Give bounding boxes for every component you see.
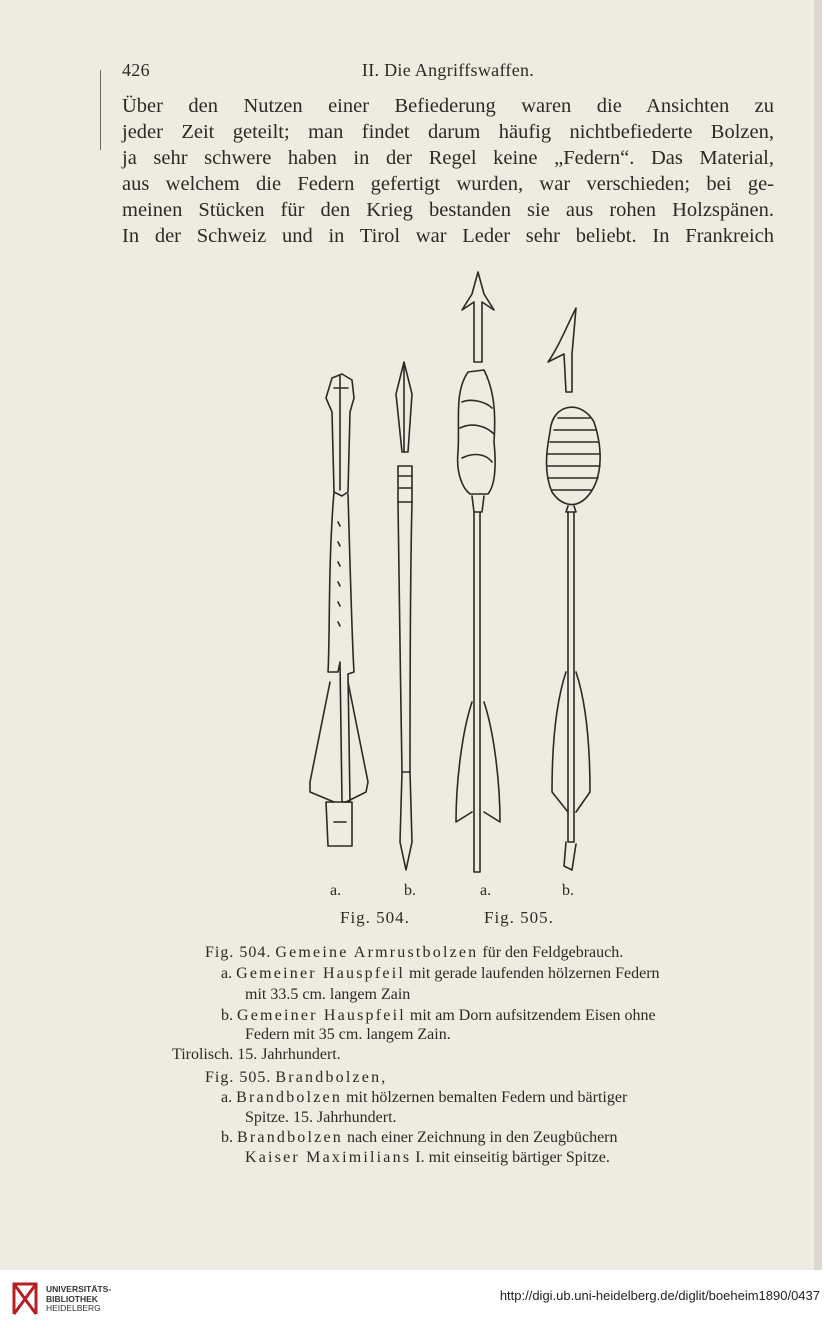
page-header: [122, 60, 774, 84]
permalink-url[interactable]: http://digi.ub.uni-heidelberg.de/diglit/boeheim1890/0437: [499, 1288, 820, 1303]
bolt-504a-drawing: [310, 374, 368, 846]
body-line: meinen Stücken für den Krieg bestanden sie aus rohen Holzspänen.: [122, 199, 774, 221]
bolt-505a-drawing: [456, 272, 500, 872]
body-line: jeder Zeit geteilt; man findet darum häufig nichtbefiederte Bolzen,: [122, 121, 774, 143]
caption-title: Brandbolzen,: [275, 1069, 388, 1086]
page-edge: [814, 0, 822, 1270]
caption-text: I. mit einseitig bärtiger Spitze.: [415, 1149, 610, 1166]
caption-title: Gemeiner Hauspfeil: [236, 965, 405, 982]
caption-line: [221, 1128, 618, 1148]
body-line: aus welchem die Federn gefertigt wurden, war verschieden; bei ge-: [122, 173, 774, 195]
figure-letter: a.: [480, 882, 492, 899]
caption-line: Spitze. 15. Jahrhundert.: [245, 1109, 397, 1126]
body-line: Über den Nutzen einer Befiederung waren die Ansichten zu: [122, 95, 774, 117]
caption-text: für den Feldgebrauch.: [482, 944, 624, 961]
caption-line: [221, 1006, 656, 1026]
figure-letter: a.: [330, 882, 342, 899]
library-name-line: BIBLIOTHEK: [46, 1293, 98, 1304]
body-line: ja sehr schwere haben in der Regel keine „Federn“. Das Material,: [122, 147, 774, 169]
caption-fig-ref: Fig. 504.: [205, 944, 272, 961]
caption-fig-ref: Fig. 505.: [205, 1069, 272, 1086]
university-library-logo[interactable]: [10, 1278, 40, 1318]
caption-item-label: a.: [221, 965, 233, 982]
caption-line: [205, 943, 623, 963]
caption-line: [245, 1148, 610, 1168]
library-name-line: UNIVERSITÄTS-: [46, 1284, 112, 1294]
figure-letter: b.: [404, 882, 416, 899]
caption-title: Gemeiner Hauspfeil: [237, 1007, 406, 1024]
viewer-footer: [0, 1270, 830, 1328]
figure-label: Fig. 505.: [484, 908, 554, 927]
caption-line: [221, 964, 660, 984]
library-name-line: HEIDELBERG: [46, 1303, 101, 1313]
caption-text: mit gerade laufenden hölzernen Federn: [409, 965, 660, 982]
caption-text: mit am Dorn aufsitzendem Eisen ohne: [409, 1007, 656, 1024]
page-number: 426: [122, 60, 150, 80]
caption-line: [221, 1088, 627, 1108]
caption-title: Brandbolzen: [236, 1089, 343, 1106]
margin-rule: [100, 70, 101, 150]
body-line: In der Schweiz und in Tirol war Leder sehr beliebt. In Frankreich: [122, 225, 774, 247]
caption-item-label: a.: [221, 1089, 233, 1106]
caption-text: mit hölzernen bemalten Federn und bärtiger: [346, 1089, 628, 1106]
caption-line: [205, 1068, 388, 1088]
caption-title: Gemeine Armrustbolzen: [275, 944, 479, 961]
caption-item-label: b.: [221, 1007, 233, 1024]
bolt-504b-drawing: [396, 362, 412, 870]
library-name[interactable]: [46, 1285, 111, 1314]
caption-item-label: b.: [221, 1129, 233, 1146]
caption-text: nach einer Zeichnung in den Zeugbüchern: [346, 1129, 618, 1146]
caption-line: Tirolisch. 15. Jahrhundert.: [172, 1046, 341, 1063]
figure-label: Fig. 504.: [340, 908, 410, 927]
caption-title: Kaiser Maximilians: [245, 1149, 412, 1166]
caption-line: mit 33.5 cm. langem Zain: [245, 986, 411, 1003]
crossbow-bolts-illustration: [290, 262, 620, 882]
bolt-505b-drawing: [547, 308, 601, 870]
caption-line: Federn mit 35 cm. langem Zain.: [245, 1026, 451, 1043]
figure-letter: b.: [562, 882, 574, 899]
caption-title: Brandbolzen: [237, 1129, 343, 1146]
running-head: II. Die Angriffswaffen.: [361, 60, 535, 80]
